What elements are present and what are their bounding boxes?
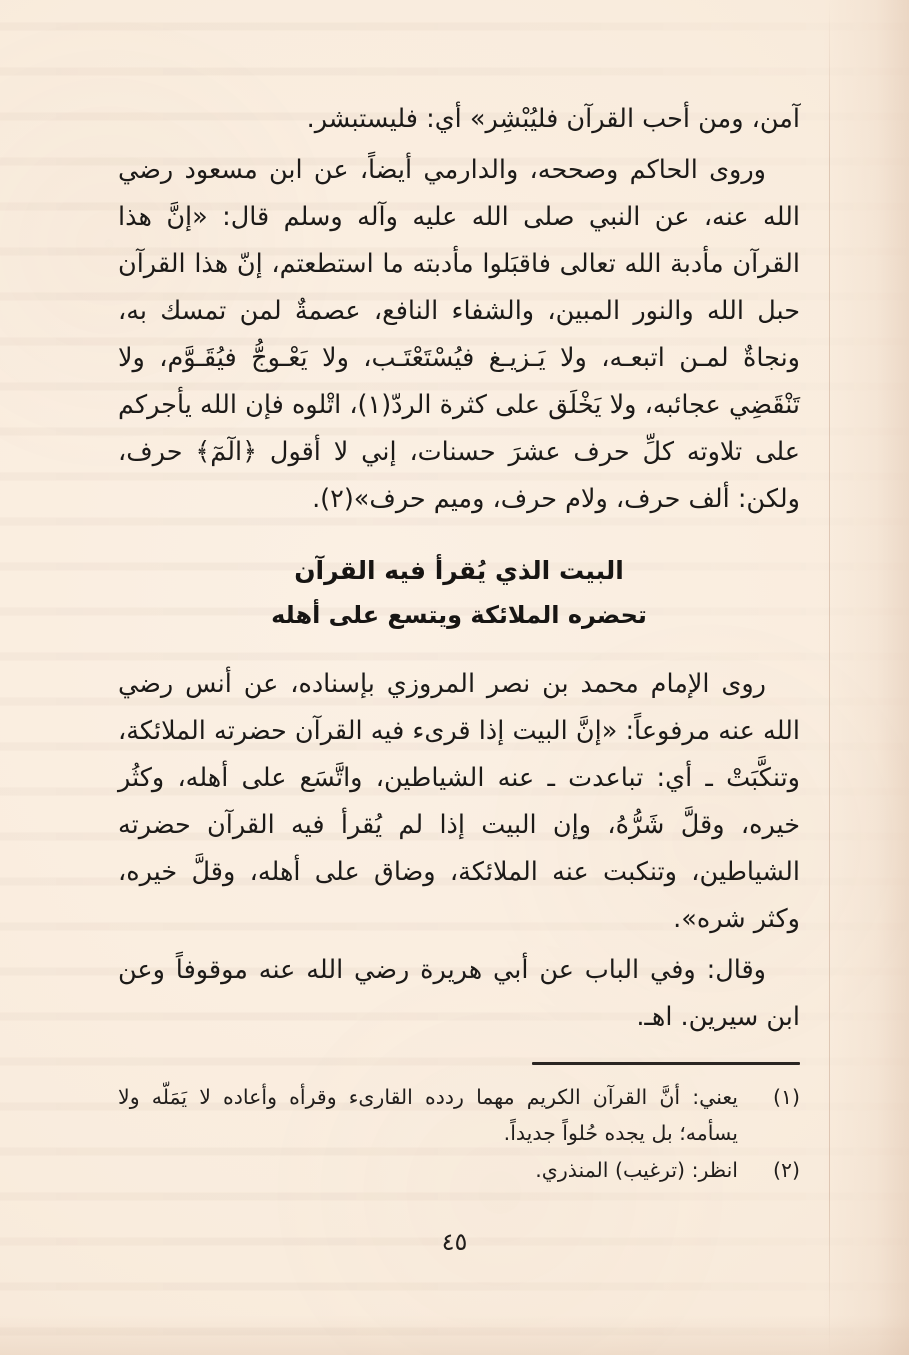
footnote-marker-1: (١) <box>772 1085 800 1109</box>
footnote-text-2: انظر: (ترغيب) المنذري. <box>535 1158 738 1182</box>
section-heading <box>118 549 800 637</box>
paragraph-continuation: آمن، ومن أحب القرآن فليُبْشِر» أي: فليستبشر. <box>306 104 800 134</box>
paragraph-hadith-narration: وروى الحاكم وصححه، والدارمي أيضاً، عن ابن مسعود رضي الله عنه، عن النبي صلى الله عليه وآله وسلم قال: «إنَّ هذا القرآن مأدبة الله تعالى فاقبَلوا مأدبته ما استطعتم، إنّ هذا القرآن حبل الله والنور المبين، والشفاء النافع، عصمةٌ لمن تمسك به، ونجاةٌ لمـن اتبعـه، ولا يَـزيـغ فيُسْتَعْتَـب، ولا يَعْـوجُّ فيُقَـوَّم، ولا تَنْقَضِي عجائبه، ولا يَخْلَق على كثرة الردّ(١)، اتْلوه فإن الله يأجركم على تلاوته كلِّ حرف عشرَ حسنات، إني لا أقول ﴿الٓمٓ﴾ حرف، ولكن: ألف حرف، ولام حرف، وميم حرف»(٢). <box>118 155 800 514</box>
section-heading-line-2: تحضره الملائكة ويتسع على أهله <box>271 601 647 629</box>
footnote-separator-rule <box>532 1062 800 1065</box>
footnote-area <box>118 1062 800 1189</box>
section-heading-line-1: البيت الذي يُقرأ فيه القرآن <box>294 556 624 585</box>
page-number: ٤٥ <box>441 1228 468 1256</box>
footnote-marker-2: (٢) <box>772 1158 800 1182</box>
paragraph-marwazi-narration: روى الإمام محمد بن نصر المروزي بإسناده، عن أنس رضي الله عنه مرفوعاً: «إنَّ البيت إذا قرىء فيه القرآن حضرته الملائكة، وتنكَّبَتْ ـ أي: تباعدت ـ عنه الشياطين، واتَّسَع على أهله، وكثُر خيره، وقلَّ شَرُّهُ، وإن البيت إذا لم يُقرأ فيه القرآن حضرته الشياطين، وتنكبت عنه الملائكة، وضاق على أهله، وقلَّ خيره، وكثر شره». <box>118 669 800 934</box>
footnote-item <box>118 1152 800 1188</box>
body-text-block <box>118 96 800 1041</box>
paragraph-abu-hurayra-note: وقال: وفي الباب عن أبي هريرة رضي الله عنه موقوفاً وعن ابن سيرين. اهـ. <box>118 955 800 1032</box>
footnote-text-1: يعني: أنَّ القرآن الكريم مهما ردده القارىء وقرأه وأعاده لا يَمَلّه ولا يسأمه؛ بل يجده حُلواً جديداً. <box>118 1085 738 1145</box>
footnote-item <box>118 1079 800 1151</box>
